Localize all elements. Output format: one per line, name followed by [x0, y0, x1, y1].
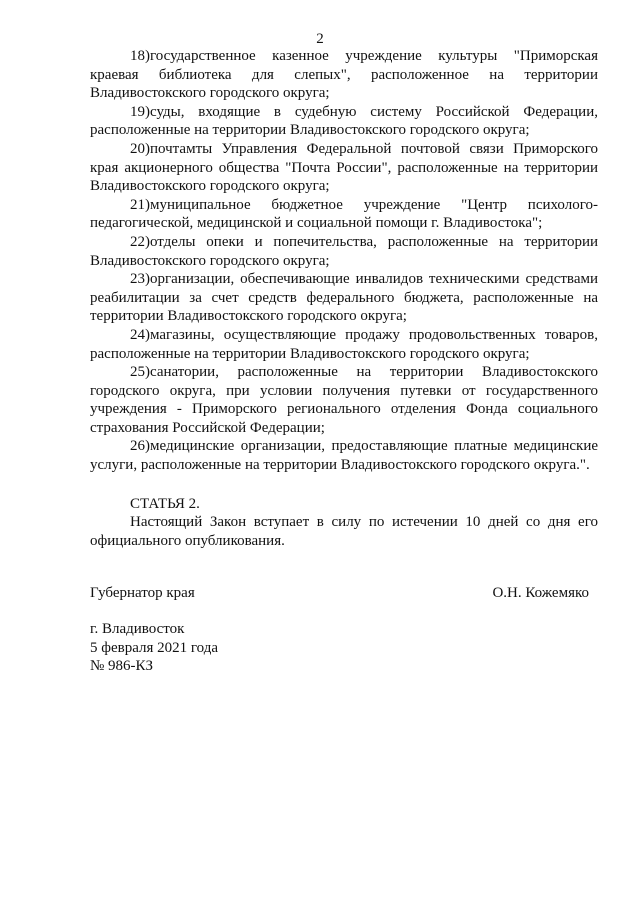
page-number: 2	[316, 31, 324, 47]
document-footer	[90, 620, 218, 676]
footer-law-number: № 986-КЗ	[90, 658, 154, 674]
list-item-22: 22)отделы опеки и попечительства, расположенные на территории Владивостокского городского округа;	[90, 233, 598, 269]
section-spacer	[90, 475, 598, 495]
article-text: Настоящий Закон вступает в силу по истечении 10 дней со дня его официального опубликования.	[90, 514, 598, 549]
article-title: СТАТЬЯ 2.	[130, 495, 200, 512]
list-item-24: 24)магазины, осуществляющие продажу продовольственных товаров, расположенные на территории Владивостокского городского округа;	[90, 326, 598, 362]
list-item-21: 21)муниципальное бюджетное учреждение "Центр психолого-педагогической, медицинской и социальной помощи г. Владивостока";	[90, 196, 598, 232]
signature-block	[90, 584, 589, 602]
list-item-19: 19)суды, входящие в судебную систему Российской Федерации, расположенные на территории Владивостокского городского округа;	[90, 103, 598, 139]
list-item-20: 20)почтамты Управления Федеральной почтовой связи Приморского края акционерного общества "Почта России", расположенные на территории Владивостокского городского округа;	[90, 140, 598, 195]
list-item-23: 23)организации, обеспечивающие инвалидов техническими средствами реабилитации за счет средств федерального бюджета, расположенные на территории Владивостокского городского округа;	[90, 271, 598, 325]
list-item-18: 18)государственное казенное учреждение культуры "Приморская краевая библиотека для слепых", расположенное на территории Владивостокского городского округа;	[90, 48, 598, 102]
list-item-25: 25)санатории, расположенные на территории Владивостокского городского округа, при условии получения путевки от государственного учреждения - Приморского регионального отделения Фонда социального страхования Российской Федерации;	[90, 364, 598, 436]
footer-city: г. Владивосток	[90, 621, 185, 637]
list-item-26: 26)медицинские организации, предоставляющие платные медицинские услуги, расположенные на территории Владивостокского городского округа.".	[90, 438, 598, 474]
signatory-position: Губернатор края	[90, 585, 195, 601]
footer-date: 5 февраля 2021 года	[90, 639, 219, 656]
document-body	[90, 47, 598, 550]
signatory-name: О.Н. Кожемяко	[492, 585, 589, 601]
